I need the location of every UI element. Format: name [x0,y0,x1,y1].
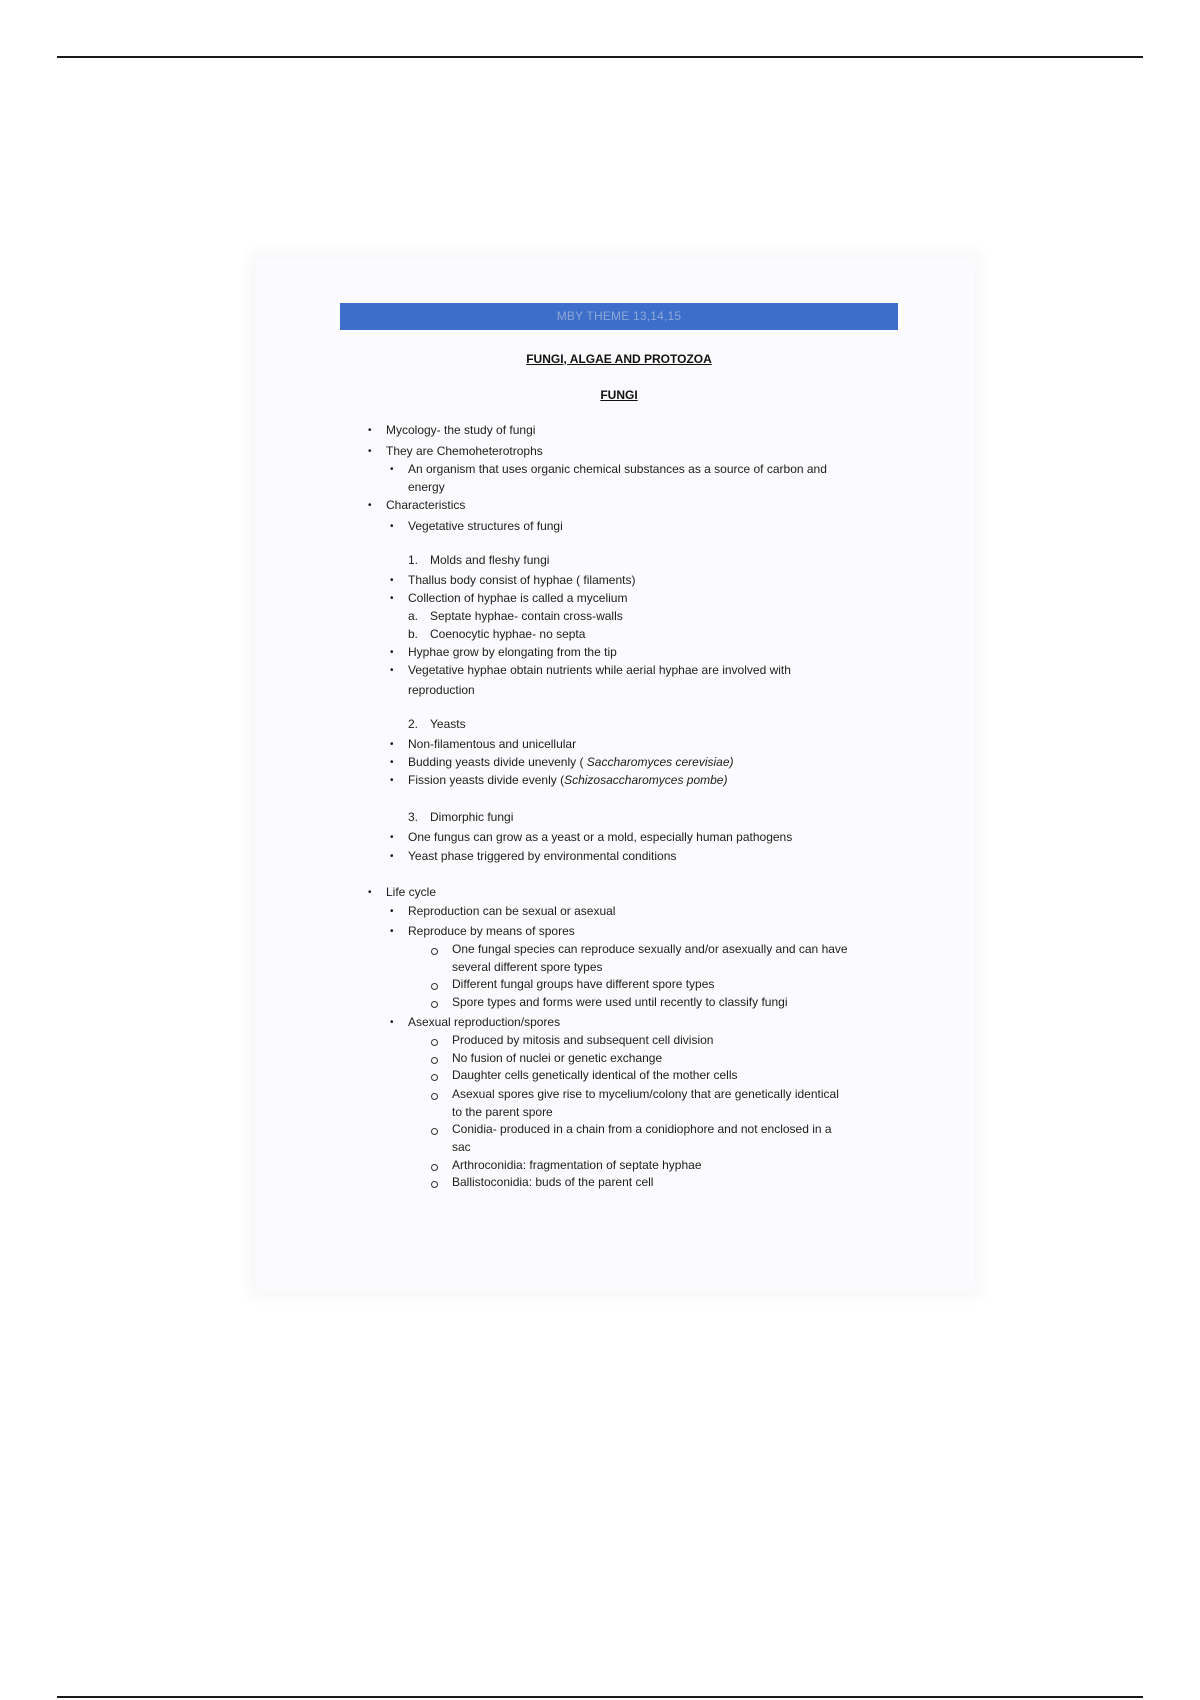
circle-bullet-icon [431,1164,438,1171]
list-letter: b. [408,627,419,641]
list-item [408,754,734,771]
bullet-icon: • [390,647,394,658]
list-item-text: Fission yeasts divide evenly ( [408,773,565,787]
list-item: Asexual spores give rise to mycelium/colony that are genetically identical [452,1087,839,1101]
list-item: Daughter cells genetically identical of the mother cells [452,1068,738,1082]
circle-bullet-icon [431,1074,438,1081]
list-item: One fungus can grow as a yeast or a mold, especially human pathogens [408,830,793,844]
subheading: Molds and fleshy fungi [430,553,550,567]
bullet-icon: • [368,425,372,436]
list-item: Vegetative structures of fungi [408,519,563,533]
list-item: Arthroconidia: fragmentation of septate hyphae [452,1158,702,1172]
circle-bullet-icon [431,1093,438,1100]
list-letter: a. [408,609,419,623]
header-rule [57,56,1143,58]
bullet-icon: • [390,832,394,843]
list-item-continued: reproduction [408,683,475,697]
bullet-icon: • [390,775,394,786]
list-item: Mycology- the study of fungi [386,423,536,437]
list-item: Vegetative hyphae obtain nutrients while aerial hyphae are involved with [408,663,791,677]
circle-bullet-icon [431,948,438,955]
bullet-icon: • [390,521,394,532]
circle-bullet-icon [431,1128,438,1135]
species-name: Saccharomyces cerevisiae) [583,755,734,769]
list-item: Non-filamentous and unicellular [408,737,577,751]
list-item [408,772,727,789]
list-item: One fungal species can reproduce sexually and/or asexually and can have [452,942,848,956]
list-item-text: Budding yeasts divide unevenly ( [408,755,584,769]
list-number: 3. [408,810,419,824]
bullet-icon: • [368,500,372,511]
list-item: Different fungal groups have different spore types [452,977,715,991]
bullet-icon: • [390,851,394,862]
list-item: Reproduction can be sexual or asexual [408,904,616,918]
circle-bullet-icon [431,1039,438,1046]
document-title: FUNGI, ALGAE AND PROTOZOA [526,352,712,366]
section-title: FUNGI [600,388,638,402]
bullet-icon: • [390,464,394,475]
list-number: 2. [408,717,419,731]
circle-bullet-icon [431,1001,438,1008]
bullet-icon: • [390,739,394,750]
list-item-continued: to the parent spore [452,1105,553,1119]
list-item: They are Chemoheterotrophs [386,444,543,458]
list-item: Life cycle [386,885,437,899]
bullet-icon: • [368,887,372,898]
footer-rule [57,1696,1143,1698]
list-item: Conidia- produced in a chain from a conidiophore and not enclosed in a [452,1122,832,1136]
list-item-continued: several different spore types [452,960,603,974]
circle-bullet-icon [431,1057,438,1064]
list-item: Collection of hyphae is called a mycelium [408,591,628,605]
subheading: Dimorphic fungi [430,810,514,824]
list-item: Ballistoconidia: buds of the parent cell [452,1175,654,1189]
bullet-icon: • [390,906,394,917]
list-item-continued: energy [408,480,445,494]
list-item: No fusion of nuclei or genetic exchange [452,1051,663,1065]
subheading: Yeasts [430,717,466,731]
bullet-icon: • [390,1017,394,1028]
bullet-icon: • [390,926,394,937]
theme-banner: MBY THEME 13,14,15 [340,303,898,330]
scanned-page [255,258,975,1292]
list-item: Asexual reproduction/spores [408,1015,561,1029]
list-item: Yeast phase triggered by environmental conditions [408,849,677,863]
list-item: Septate hyphae- contain cross-walls [430,609,623,623]
list-item: Coenocytic hyphae- no septa [430,627,586,641]
bullet-icon: • [390,665,394,676]
list-item-continued: sac [452,1140,471,1154]
bullet-icon: • [390,593,394,604]
list-number: 1. [408,553,419,567]
circle-bullet-icon [431,983,438,990]
list-item: Spore types and forms were used until recently to classify fungi [452,995,788,1009]
list-item: Characteristics [386,498,466,512]
species-name: Schizosaccharomyces pombe) [564,773,728,787]
bullet-icon: • [368,446,372,457]
list-item: Thallus body consist of hyphae ( filaments) [408,573,636,587]
list-item: Hyphae grow by elongating from the tip [408,645,617,659]
list-item: An organism that uses organic chemical substances as a source of carbon and [408,462,827,476]
list-item: Produced by mitosis and subsequent cell division [452,1033,714,1047]
bullet-icon: • [390,757,394,768]
circle-bullet-icon [431,1181,438,1188]
bullet-icon: • [390,575,394,586]
list-item: Reproduce by means of spores [408,924,575,938]
